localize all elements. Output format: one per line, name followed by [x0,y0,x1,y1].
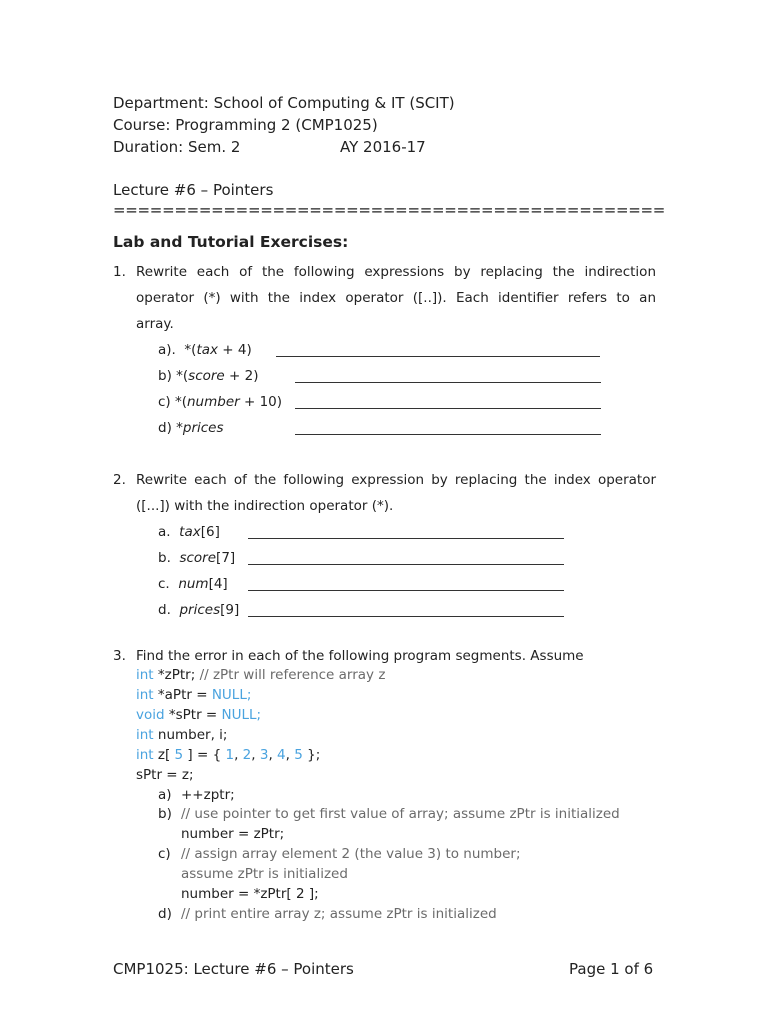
item-rest: + 2) [224,368,259,384]
footer-course: CMP1025: Lecture #6 – Pointers [113,960,354,978]
item-rest: [6] [200,524,220,540]
number-literal: 5 [174,747,184,763]
answer-line[interactable] [248,526,564,539]
null-literal: NULL; [211,687,252,703]
answer-line[interactable] [248,604,564,617]
q2-item-b [158,550,235,566]
academic-year: AY 2016-17 [340,138,426,156]
lecture-title: Lecture #6 – Pointers [113,181,274,199]
answer-line[interactable] [295,396,601,409]
q1-item-d [158,420,224,436]
q3-part-b-label: b) [158,806,172,822]
number-literal: 1 [225,747,235,763]
q3-text: Find the error in each of the following program segments. Assume [136,648,584,664]
code-line-4 [136,727,227,743]
footer-page-number: Page 1 of 6 [569,960,654,978]
item-label: d. [158,602,171,618]
keyword: void [136,707,165,723]
item-label: a). *( [158,342,197,358]
null-literal: NULL; [221,707,262,723]
code-line-2 [136,687,251,703]
item-rest: [4] [208,576,228,592]
number-literal: 4 [277,747,286,763]
course-line: Course: Programming 2 (CMP1025) [113,116,378,134]
number-literal: 5 [294,747,303,763]
q3-part-b-code: number = zPtr; [181,826,285,842]
item-label: b) *( [158,368,189,384]
code-text: z[ [153,747,175,763]
item-var: tax [196,342,218,358]
separator-rule: ============================================= [113,201,666,219]
code-text: *sPtr = [164,707,222,723]
code-text: *aPtr = [153,687,212,703]
q3-part-a-label: a) [158,787,172,803]
q2-item-a [158,524,220,540]
item-var: score [188,368,225,384]
code-text: ] = { [183,747,226,763]
keyword: int [136,727,154,743]
q2-number: 2. [113,472,126,488]
q3-part-c-code: number = *zPtr[ 2 ]; [181,886,319,902]
q3-part-c-comment2: assume zPtr is initialized [181,866,348,882]
item-var: score [179,550,217,566]
answer-line[interactable] [276,344,600,357]
code-text: *zPtr; [153,667,200,683]
code-line-6: sPtr = z; [136,767,194,783]
answer-line[interactable] [295,422,601,435]
department-line: Department: School of Computing & IT (SCIT) [113,94,455,112]
item-var: prices [182,420,224,436]
item-var: tax [179,524,201,540]
item-rest: [7] [216,550,236,566]
code-line-5: int z[ 5 ] = { 1, 2, 3, 4, 5 }; [136,747,321,763]
q1-text-line2: operator (*) with the index operator ([..]). Each identifier refers to an [136,290,656,306]
keyword: int [136,747,154,763]
q1-text-line1: Rewrite each of the following expressions by replacing the indirection [136,264,656,280]
q2-item-d [158,602,239,618]
keyword: int [136,687,154,703]
q3-part-c-label: c) [158,846,171,862]
q1-item-b [158,368,258,384]
item-var: number [187,394,240,410]
code-text: }; [302,747,321,763]
code-comment: // zPtr will reference array z [199,667,386,683]
q3-part-b-comment: // use pointer to get first value of array; assume zPtr is initialized [181,806,620,822]
q3-part-a-code: ++zptr; [181,787,235,803]
code-line-3 [136,707,261,723]
q3-part-d-comment: // print entire array z; assume zPtr is initialized [181,906,497,922]
section-title: Lab and Tutorial Exercises: [113,233,349,251]
answer-line[interactable] [248,578,564,591]
item-label: c) *( [158,394,187,410]
q2-text-line2: ([...]) with the indirection operator (*). [136,498,394,514]
number-literal: 3 [259,747,269,763]
item-label: c. [158,576,170,592]
code-line-1 [136,667,385,683]
item-var: prices [179,602,221,618]
item-rest: [9] [220,602,240,618]
q3-number: 3. [113,648,126,664]
duration-line: Duration: Sem. 2 [113,138,241,156]
q1-item-a [158,342,252,358]
q3-part-d-label: d) [158,906,172,922]
item-label: a. [158,524,171,540]
code-text: number, i; [153,727,228,743]
q1-number: 1. [113,264,126,280]
q3-part-c-comment: // assign array element 2 (the value 3) to number; [181,846,521,862]
answer-line[interactable] [295,370,601,383]
answer-line[interactable] [248,552,564,565]
item-var: num [178,576,209,592]
keyword: int [136,667,154,683]
item-rest: + 4) [218,342,252,358]
q1-text-line3: array. [136,316,174,332]
q2-text-line1: Rewrite each of the following expression by replacing the index operator [136,472,656,488]
item-label: d) * [158,420,183,436]
item-rest: + 10) [239,394,283,410]
number-literal: 2 [242,747,252,763]
q2-item-c [158,576,228,592]
item-label: b. [158,550,171,566]
q1-item-c [158,394,282,410]
